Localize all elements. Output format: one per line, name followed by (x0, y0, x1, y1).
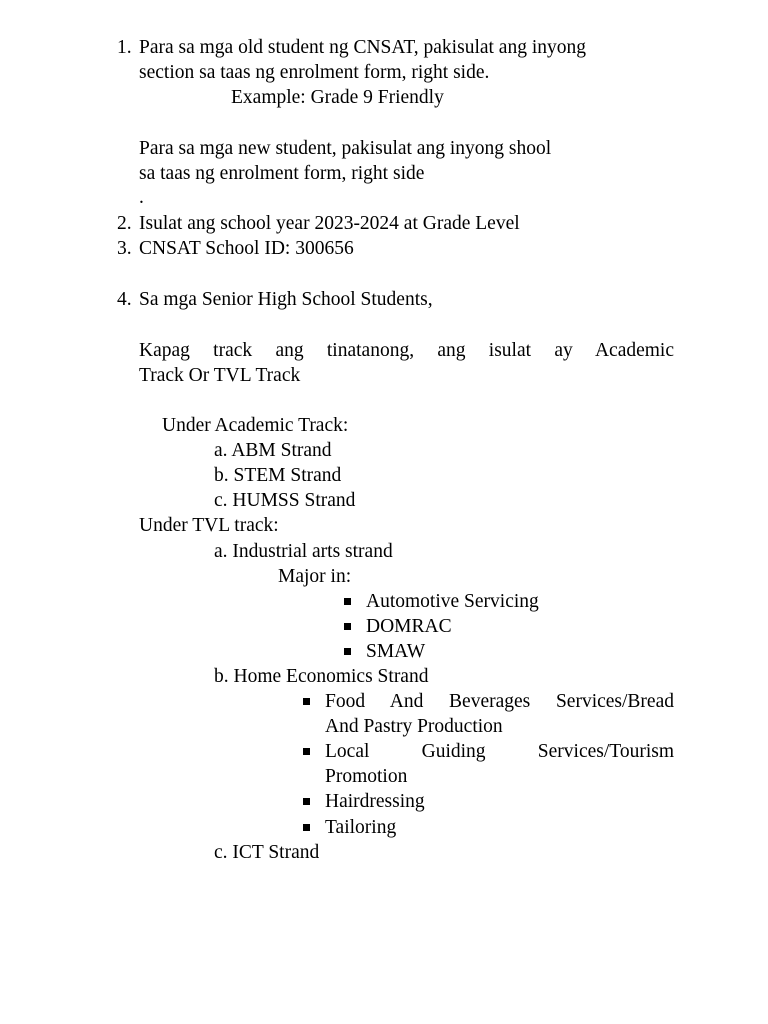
item2-text: Isulat ang school year 2023-2024 at Grade Level (139, 213, 520, 234)
list-number-2: 2. (117, 213, 132, 234)
square-bullet-icon (344, 648, 351, 655)
square-bullet-icon (303, 698, 310, 705)
item4-paragraph-line1: Kapag track ang tinatanong, ang isulat ay Academic (139, 340, 674, 361)
square-bullet-icon (344, 623, 351, 630)
home-item-food-line2: And Pastry Production (325, 716, 503, 737)
tvl-home-economics: b. Home Economics Strand (214, 666, 429, 687)
academic-strand-abm: a. ABM Strand (214, 440, 332, 461)
item1-line1: Para sa mga old student ng CNSAT, pakisulat ang inyong (139, 37, 587, 58)
item1-new-line2: sa taas ng enrolment form, right side (139, 163, 425, 184)
tvl-track-heading: Under TVL track: (139, 515, 279, 536)
major-automotive: Automotive Servicing (366, 591, 539, 612)
item1-example: Example: Grade 9 Friendly (231, 87, 444, 108)
academic-track-heading: Under Academic Track: (162, 415, 349, 436)
home-item-hairdressing: Hairdressing (325, 791, 425, 812)
tvl-industrial-arts: a. Industrial arts strand (214, 541, 393, 562)
item3-text: CNSAT School ID: 300656 (139, 238, 354, 259)
list-number-3: 3. (117, 238, 132, 259)
list-number-1: 1. (117, 37, 132, 58)
major-smaw: SMAW (366, 641, 426, 662)
tvl-major-label: Major in: (278, 566, 352, 587)
tvl-ict-strand: c. ICT Strand (214, 842, 320, 863)
square-bullet-icon (344, 598, 351, 605)
square-bullet-icon (303, 748, 310, 755)
home-item-guiding-line1: Local Guiding Services/Tourism (325, 741, 674, 762)
item4-text: Sa mga Senior High School Students, (139, 289, 433, 310)
major-domrac: DOMRAC (366, 616, 452, 637)
home-item-tailoring: Tailoring (325, 817, 397, 838)
academic-strand-stem: b. STEM Strand (214, 465, 342, 486)
list-number-4: 4. (117, 289, 132, 310)
academic-strand-humss: c. HUMSS Strand (214, 490, 356, 511)
square-bullet-icon (303, 824, 310, 831)
square-bullet-icon (303, 798, 310, 805)
item4-paragraph-line2: Track Or TVL Track (139, 365, 301, 386)
item1-dot: . (139, 187, 144, 208)
home-item-food-line1: Food And Beverages Services/Bread (325, 691, 674, 712)
home-item-guiding-line2: Promotion (325, 766, 408, 787)
item1-new-line1: Para sa mga new student, pakisulat ang inyong shool (139, 138, 552, 159)
item1-line2: section sa taas ng enrolment form, right side. (139, 62, 490, 83)
